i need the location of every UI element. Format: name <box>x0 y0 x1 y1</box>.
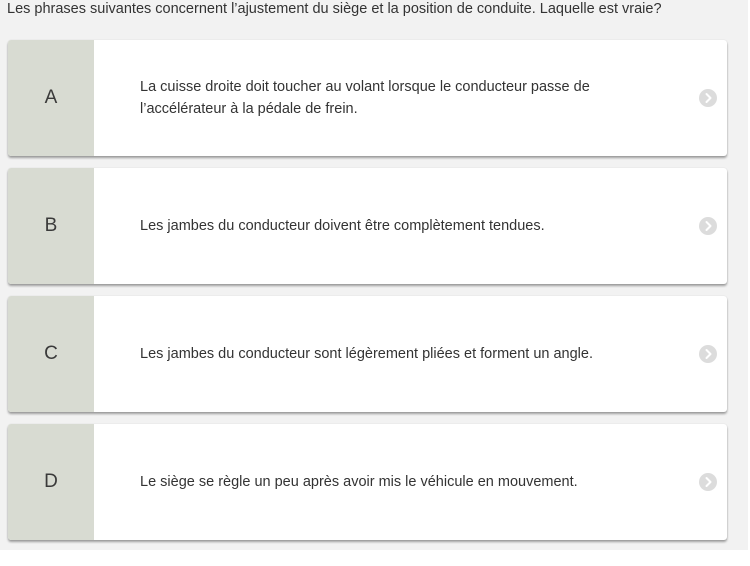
option-text-d: Le siège se règle un peu après avoir mis le véhicule en mouvement. <box>140 474 578 490</box>
answer-option-d[interactable] <box>8 424 727 540</box>
option-text-a: La cuisse droite doit toucher au volant lorsque le conducteur passe de l’accélérateur à la pédale de frein. <box>140 79 590 117</box>
option-letter-d: D <box>8 424 94 540</box>
option-letter-c: C <box>8 296 94 412</box>
chevron-right-icon-glyph <box>699 345 717 363</box>
option-text-c: Les jambes du conducteur sont légèrement pliées et forment un angle. <box>140 346 593 362</box>
chevron-right-icon[interactable] <box>699 345 717 363</box>
option-letter-b: B <box>8 168 94 284</box>
option-text-b-container <box>140 168 660 284</box>
chevron-right-icon[interactable] <box>699 89 717 107</box>
option-text-a-container <box>140 40 660 156</box>
question-text: Les phrases suivantes concernent l’ajustement du siège et la position de conduite. Laquelle est vraie? <box>7 1 662 17</box>
option-text-c-container <box>140 296 660 412</box>
chevron-right-icon-glyph <box>699 89 717 107</box>
answer-options <box>8 40 727 552</box>
option-letter-a: A <box>8 40 94 156</box>
answer-option-b[interactable] <box>8 168 727 284</box>
chevron-right-icon-glyph <box>699 217 717 235</box>
chevron-right-icon-glyph <box>699 473 717 491</box>
option-text-b: Les jambes du conducteur doivent être complètement tendues. <box>140 218 545 234</box>
answer-option-a[interactable] <box>8 40 727 156</box>
chevron-right-icon[interactable] <box>699 473 717 491</box>
option-text-d-container <box>140 424 660 540</box>
chevron-right-icon[interactable] <box>699 217 717 235</box>
answer-option-c[interactable] <box>8 296 727 412</box>
